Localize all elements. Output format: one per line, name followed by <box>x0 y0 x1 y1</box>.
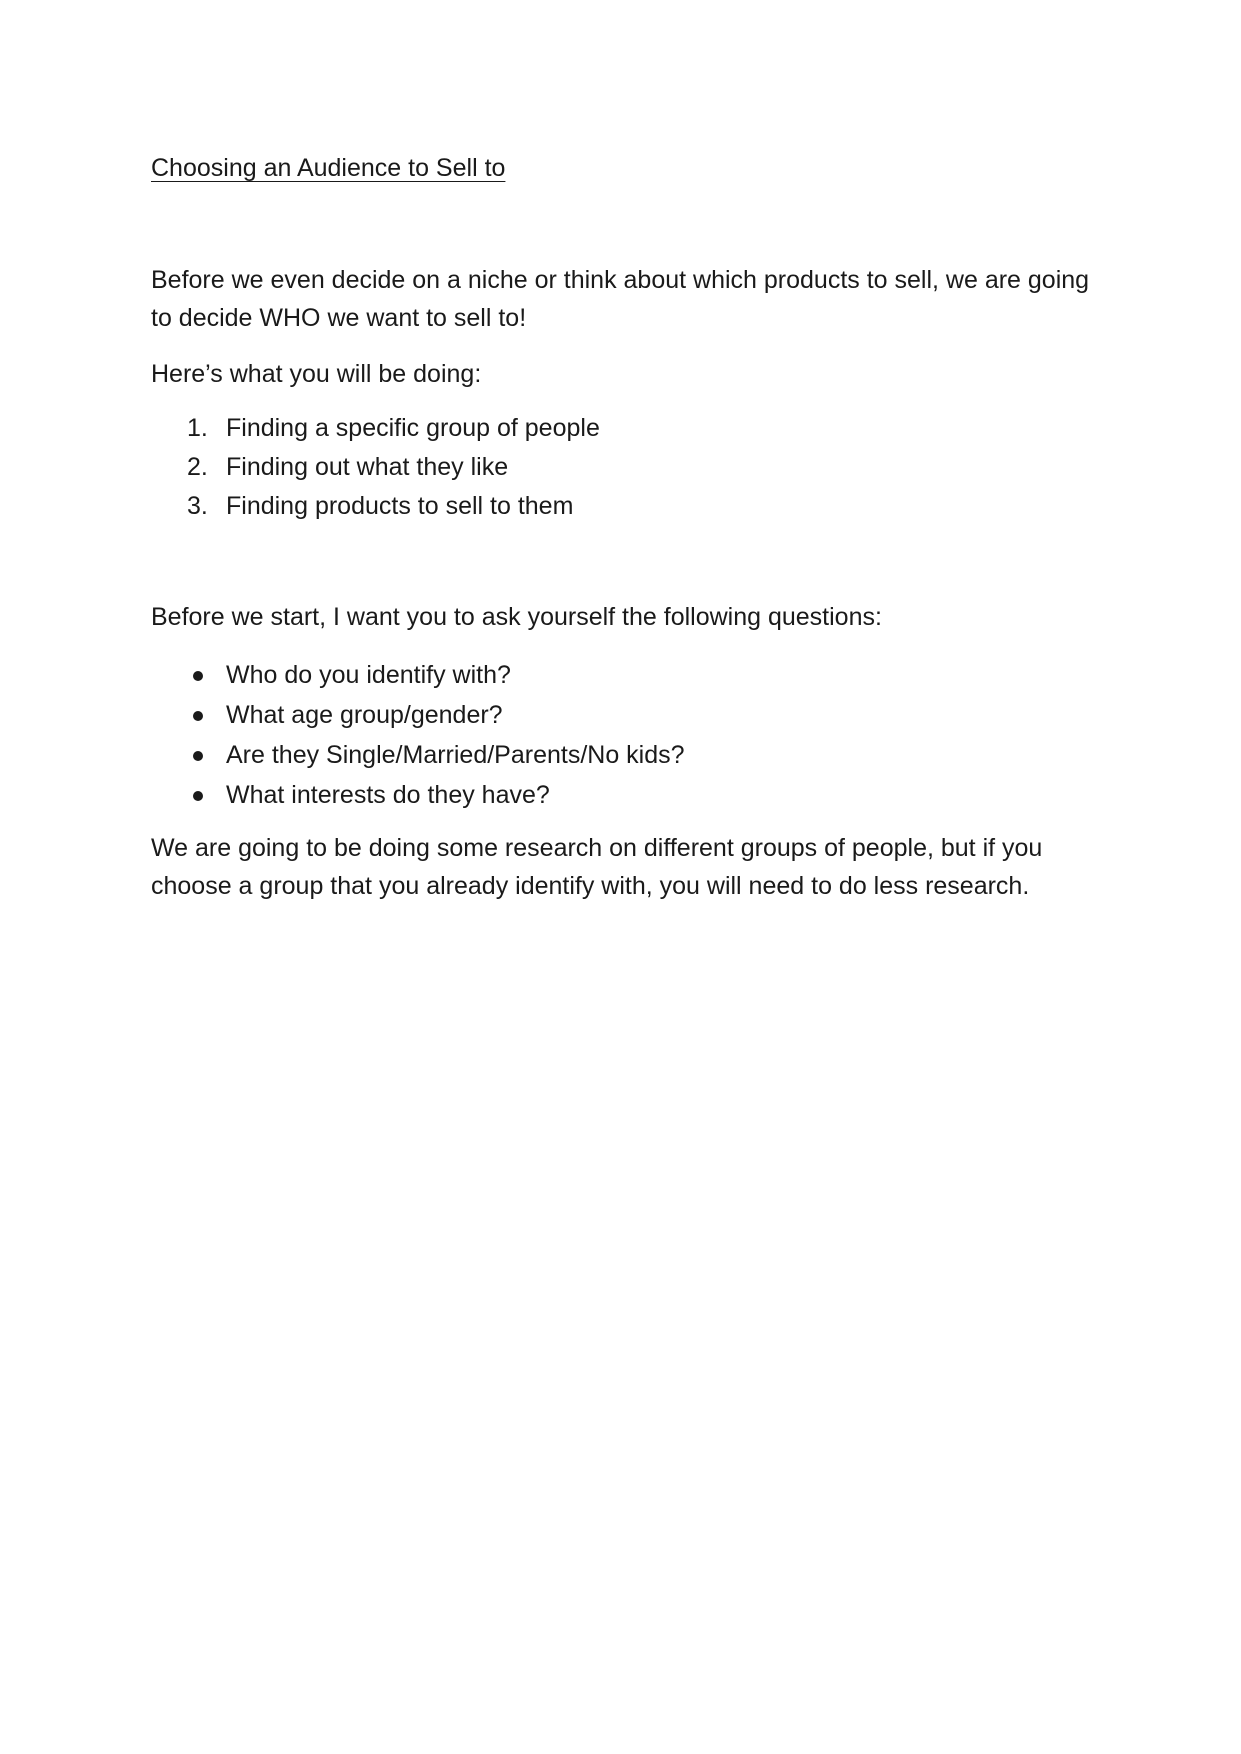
bullet-dot-icon <box>193 711 203 721</box>
questions-lead-paragraph: Before we start, I want you to ask yourself the following questions: <box>151 603 882 631</box>
question-text: What interests do they have? <box>226 781 550 809</box>
question-text: What age group/gender? <box>226 701 503 729</box>
questions-list <box>151 655 685 815</box>
bullet-dot-icon <box>193 791 203 801</box>
bullet-dot-icon <box>193 671 203 681</box>
step-text: Finding products to sell to them <box>226 492 574 520</box>
step-text: Finding out what they like <box>226 453 509 481</box>
step-item <box>151 487 600 526</box>
step-text: Finding a specific group of people <box>226 414 600 442</box>
bullet-dot-icon <box>193 751 203 761</box>
step-item <box>151 448 600 487</box>
intro-paragraph: Before we even decide on a niche or think about which products to sell, we are going to decide WHO we want to sell to! <box>151 266 1090 332</box>
step-number: 1. <box>187 414 208 442</box>
question-item <box>151 695 685 735</box>
closing-paragraph: We are going to be doing some research on different groups of people, but if you choose a group that you already identify with, you will need to do less research. <box>151 834 1043 900</box>
step-number: 3. <box>187 492 208 520</box>
question-item <box>151 775 685 815</box>
question-item <box>151 735 685 775</box>
steps-list <box>151 409 600 526</box>
steps-lead-paragraph: Here’s what you will be doing: <box>151 360 482 388</box>
step-item <box>151 409 600 448</box>
question-item <box>151 655 685 695</box>
document-title: Choosing an Audience to Sell to <box>151 154 506 182</box>
step-number: 2. <box>187 453 208 481</box>
question-text: Who do you identify with? <box>226 661 511 689</box>
question-text: Are they Single/Married/Parents/No kids? <box>226 741 685 769</box>
